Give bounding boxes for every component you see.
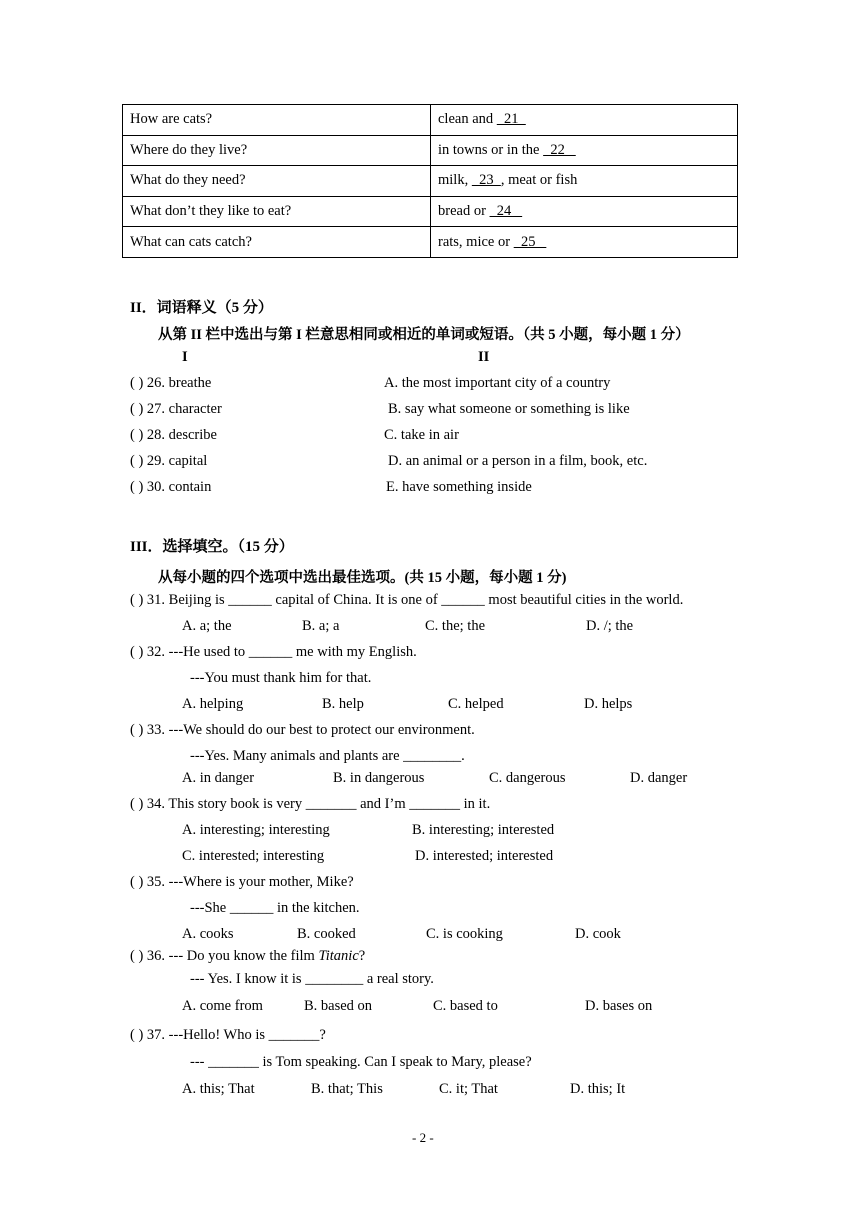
option: A. come from (182, 998, 263, 1014)
option: B. based on (304, 998, 373, 1014)
answer-cell (431, 135, 738, 166)
match-item-right: E. have something inside (386, 479, 532, 495)
option: B. cooked (297, 926, 356, 942)
column-1-header: I (182, 349, 188, 365)
question-stem: ( ) 34. This story book is very _______ and I’m _______ in it. (130, 796, 491, 812)
option: D. bases on (585, 998, 653, 1014)
answer-prefix: clean and (438, 111, 497, 128)
answer-blank: 23 (471, 172, 501, 189)
option: C. it; That (439, 1081, 498, 1097)
answer-cell (431, 166, 738, 197)
section-3-title: III．选择填空。（15 分） (130, 539, 294, 555)
answer-prefix: milk, (438, 172, 472, 189)
question-stem: ( ) 35. ---Where is your mother, Mike? (130, 874, 354, 890)
option: D. danger (630, 770, 688, 786)
cats-info-table (122, 104, 738, 258)
section-3-instruction: 从每小题的四个选项中选出最佳选项。(共 15 小题，每小题 1 分) (158, 570, 567, 586)
film-title: Titanic (318, 948, 359, 964)
option: D. helps (584, 696, 633, 712)
option: C. dangerous (489, 770, 566, 786)
match-item-right: C. take in air (384, 427, 459, 443)
answer-prefix: rats, mice or (438, 233, 514, 250)
option: A. in danger (182, 770, 255, 786)
question-cell: What do they need? (123, 166, 431, 197)
option: A. interesting; interesting (182, 822, 330, 838)
match-item-left: ( ) 28. describe (130, 427, 217, 443)
table-row (123, 196, 738, 227)
option: A. helping (182, 696, 244, 712)
answer-cell (431, 227, 738, 258)
question-line: ---She ______ in the kitchen. (190, 900, 360, 916)
question-line: --- _______ is Tom speaking. Can I speak to Mary, please? (190, 1054, 532, 1070)
question-stem (130, 948, 365, 965)
answer-prefix: bread or (438, 203, 490, 220)
column-2-header: II (478, 349, 490, 365)
question-stem: ( ) 37. ---Hello! Who is _______? (130, 1027, 326, 1043)
option: A. a; the (182, 618, 232, 634)
section-2-instruction: 从第 II 栏中选出与第 I 栏意思相同或相近的单词或短语。（共 5 小题，每小题 1 分） (158, 327, 690, 343)
answer-prefix: in towns or in the (438, 141, 544, 158)
option: B. interesting; interested (412, 822, 555, 838)
option: B. that; This (311, 1081, 383, 1097)
match-item-right: B. say what someone or something is like (388, 401, 630, 417)
answer-cell (431, 196, 738, 227)
match-item-left: ( ) 29. capital (130, 453, 208, 469)
option: A. this; That (182, 1081, 255, 1097)
question-cell: Where do they live? (123, 135, 431, 166)
option: C. interested; interesting (182, 848, 325, 864)
table-row (123, 166, 738, 197)
option: C. the; the (425, 618, 486, 634)
question-stem-text: ? (358, 948, 366, 964)
page-number: - 2 - (412, 1130, 434, 1145)
question-cell: How are cats? (123, 105, 431, 136)
option: B. in dangerous (333, 770, 425, 786)
table-row (123, 105, 738, 136)
question-line: ---Yes. Many animals and plants are ________. (190, 748, 465, 764)
table-row (123, 135, 738, 166)
option: D. /; the (586, 618, 634, 634)
question-cell: What can cats catch? (123, 227, 431, 258)
option: D. cook (575, 926, 621, 942)
question-stem: ( ) 32. ---He used to ______ me with my English. (130, 644, 417, 660)
question-stem-text: ( ) 36. --- Do you know the film (130, 948, 319, 964)
answer-blank: 25 (513, 233, 547, 250)
question-stem: ( ) 33. ---We should do our best to protect our environment. (130, 722, 475, 738)
answer-blank: 21 (496, 111, 526, 128)
answer-blank: 22 (543, 141, 576, 158)
option: C. based to (433, 998, 498, 1014)
section-2-title: II．词语释义（5 分） (130, 300, 273, 316)
answer-suffix: , meat or fish (500, 172, 578, 189)
option: C. helped (448, 696, 504, 712)
match-item-left: ( ) 30. contain (130, 479, 212, 495)
option: A. cooks (182, 926, 234, 942)
option: B. help (322, 696, 364, 712)
match-item-left: ( ) 26. breathe (130, 375, 212, 391)
option: D. this; It (570, 1081, 626, 1097)
match-item-right: D. an animal or a person in a film, book, etc. (388, 453, 648, 469)
match-item-left: ( ) 27. character (130, 401, 222, 417)
question-line: --- Yes. I know it is ________ a real story. (190, 971, 434, 987)
table-row (123, 227, 738, 258)
answer-blank: 24 (489, 203, 523, 220)
option: B. a; a (302, 618, 340, 634)
option: C. is cooking (426, 926, 503, 942)
answer-cell (431, 105, 738, 136)
question-stem: ( ) 31. Beijing is ______ capital of China. It is one of ______ most beautiful cities in the world. (130, 592, 684, 608)
option: D. interested; interested (415, 848, 554, 864)
question-line: ---You must thank him for that. (190, 670, 372, 686)
question-cell: What don’t they like to eat? (123, 196, 431, 227)
match-item-right: A. the most important city of a country (384, 375, 611, 391)
